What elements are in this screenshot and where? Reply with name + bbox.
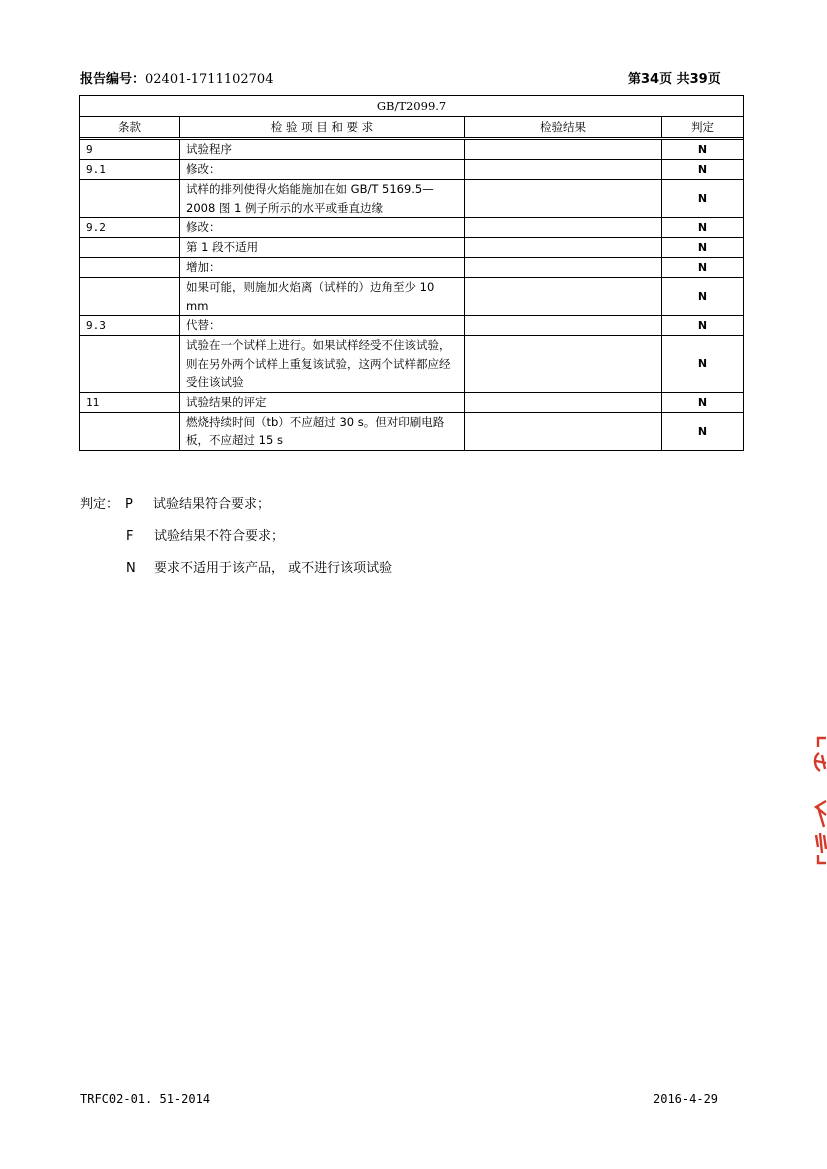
table-row xyxy=(80,218,744,238)
item-cell: 试验结果的评定 xyxy=(180,392,465,412)
item-cell: 试样的排列使得火焰能施加在如 GB/T 5169.5—2008 图 1 例子所示的水平或垂直边缘 xyxy=(180,180,465,218)
table-row xyxy=(80,336,744,393)
legend-label: 判定： xyxy=(80,497,120,512)
item-cell: 试验程序 xyxy=(180,140,465,160)
clause-cell xyxy=(80,336,180,393)
clause-cell: 11 xyxy=(80,392,180,412)
clause-cell: 9.2 xyxy=(80,218,180,238)
item-cell: 燃烧持续时间（tb）不应超过 30 s。但对印刷电路板，不应超过 15 s xyxy=(180,412,465,450)
table-row xyxy=(80,140,744,160)
table-row xyxy=(80,392,744,412)
standard-title: GB/T2099.7 xyxy=(80,96,744,117)
item-cell: 修改： xyxy=(180,218,465,238)
result-cell xyxy=(465,258,662,278)
verdict-cell: N xyxy=(662,336,744,393)
item-cell: 试验在一个试样上进行。如果试样经受不住该试验，则在另外两个试样上重复该试验，这两个试样都应经受住该试验 xyxy=(180,336,465,393)
column-header-verdict: 判定 xyxy=(662,117,744,138)
item-cell: 代替： xyxy=(180,316,465,336)
item-cell: 第 1 段不适用 xyxy=(180,238,465,258)
table-row xyxy=(80,258,744,278)
clause-cell xyxy=(80,258,180,278)
legend-code: N xyxy=(126,561,136,576)
result-cell xyxy=(465,140,662,160)
result-cell xyxy=(465,238,662,258)
table-row xyxy=(80,160,744,180)
verdict-cell: N xyxy=(662,140,744,160)
column-header-item: 检 验 项 目 和 要 求 xyxy=(180,117,465,138)
report-number xyxy=(80,68,273,87)
form-code: TRFC02-01. 51-2014 xyxy=(80,1092,211,1106)
page-info: 第34页 共39页 xyxy=(628,72,721,87)
verdict-cell: N xyxy=(662,392,744,412)
legend-code: F xyxy=(126,529,134,544)
report-number-label: 报告编号： xyxy=(80,72,146,87)
result-cell xyxy=(465,392,662,412)
footer-date: 2016-4-29 xyxy=(653,1092,719,1106)
result-cell xyxy=(465,180,662,218)
legend-text: 试验结果不符合要求； xyxy=(154,529,285,544)
table-row xyxy=(80,180,744,218)
result-cell xyxy=(465,278,662,316)
verdict-cell: N xyxy=(662,316,744,336)
result-cell xyxy=(465,160,662,180)
result-cell xyxy=(465,316,662,336)
result-cell xyxy=(465,218,662,238)
verdict-legend xyxy=(80,489,392,585)
item-cell: 修改： xyxy=(180,160,465,180)
item-cell: 增加： xyxy=(180,258,465,278)
clause-cell: 9.3 xyxy=(80,316,180,336)
report-number-value: 02401-1711102704 xyxy=(145,72,274,87)
table-row xyxy=(80,412,744,450)
clause-cell xyxy=(80,180,180,218)
table-row xyxy=(80,238,744,258)
inspection-table xyxy=(79,95,744,451)
legend-text: 要求不适用于该产品， 或不进行该项试验 xyxy=(154,561,393,576)
result-cell xyxy=(465,412,662,450)
verdict-cell: N xyxy=(662,218,744,238)
clause-cell xyxy=(80,412,180,450)
clause-cell xyxy=(80,238,180,258)
table-row xyxy=(80,316,744,336)
clause-cell xyxy=(80,278,180,316)
verdict-cell: N xyxy=(662,258,744,278)
verdict-cell: N xyxy=(662,278,744,316)
table-row xyxy=(80,278,744,316)
clause-cell: 9 xyxy=(80,140,180,160)
legend-text: 试验结果符合要求； xyxy=(153,497,271,512)
column-header-clause: 条款 xyxy=(80,117,180,138)
verdict-cell: N xyxy=(662,412,744,450)
legend-code: P xyxy=(125,497,133,512)
seal-stamp xyxy=(810,735,827,865)
column-header-result: 检验结果 xyxy=(465,117,662,138)
item-cell: 如果可能，则施加火焰离（试样的）边角至少 10 mm xyxy=(180,278,465,316)
result-cell xyxy=(465,336,662,393)
verdict-cell: N xyxy=(662,238,744,258)
verdict-cell: N xyxy=(662,180,744,218)
verdict-cell: N xyxy=(662,160,744,180)
clause-cell: 9.1 xyxy=(80,160,180,180)
